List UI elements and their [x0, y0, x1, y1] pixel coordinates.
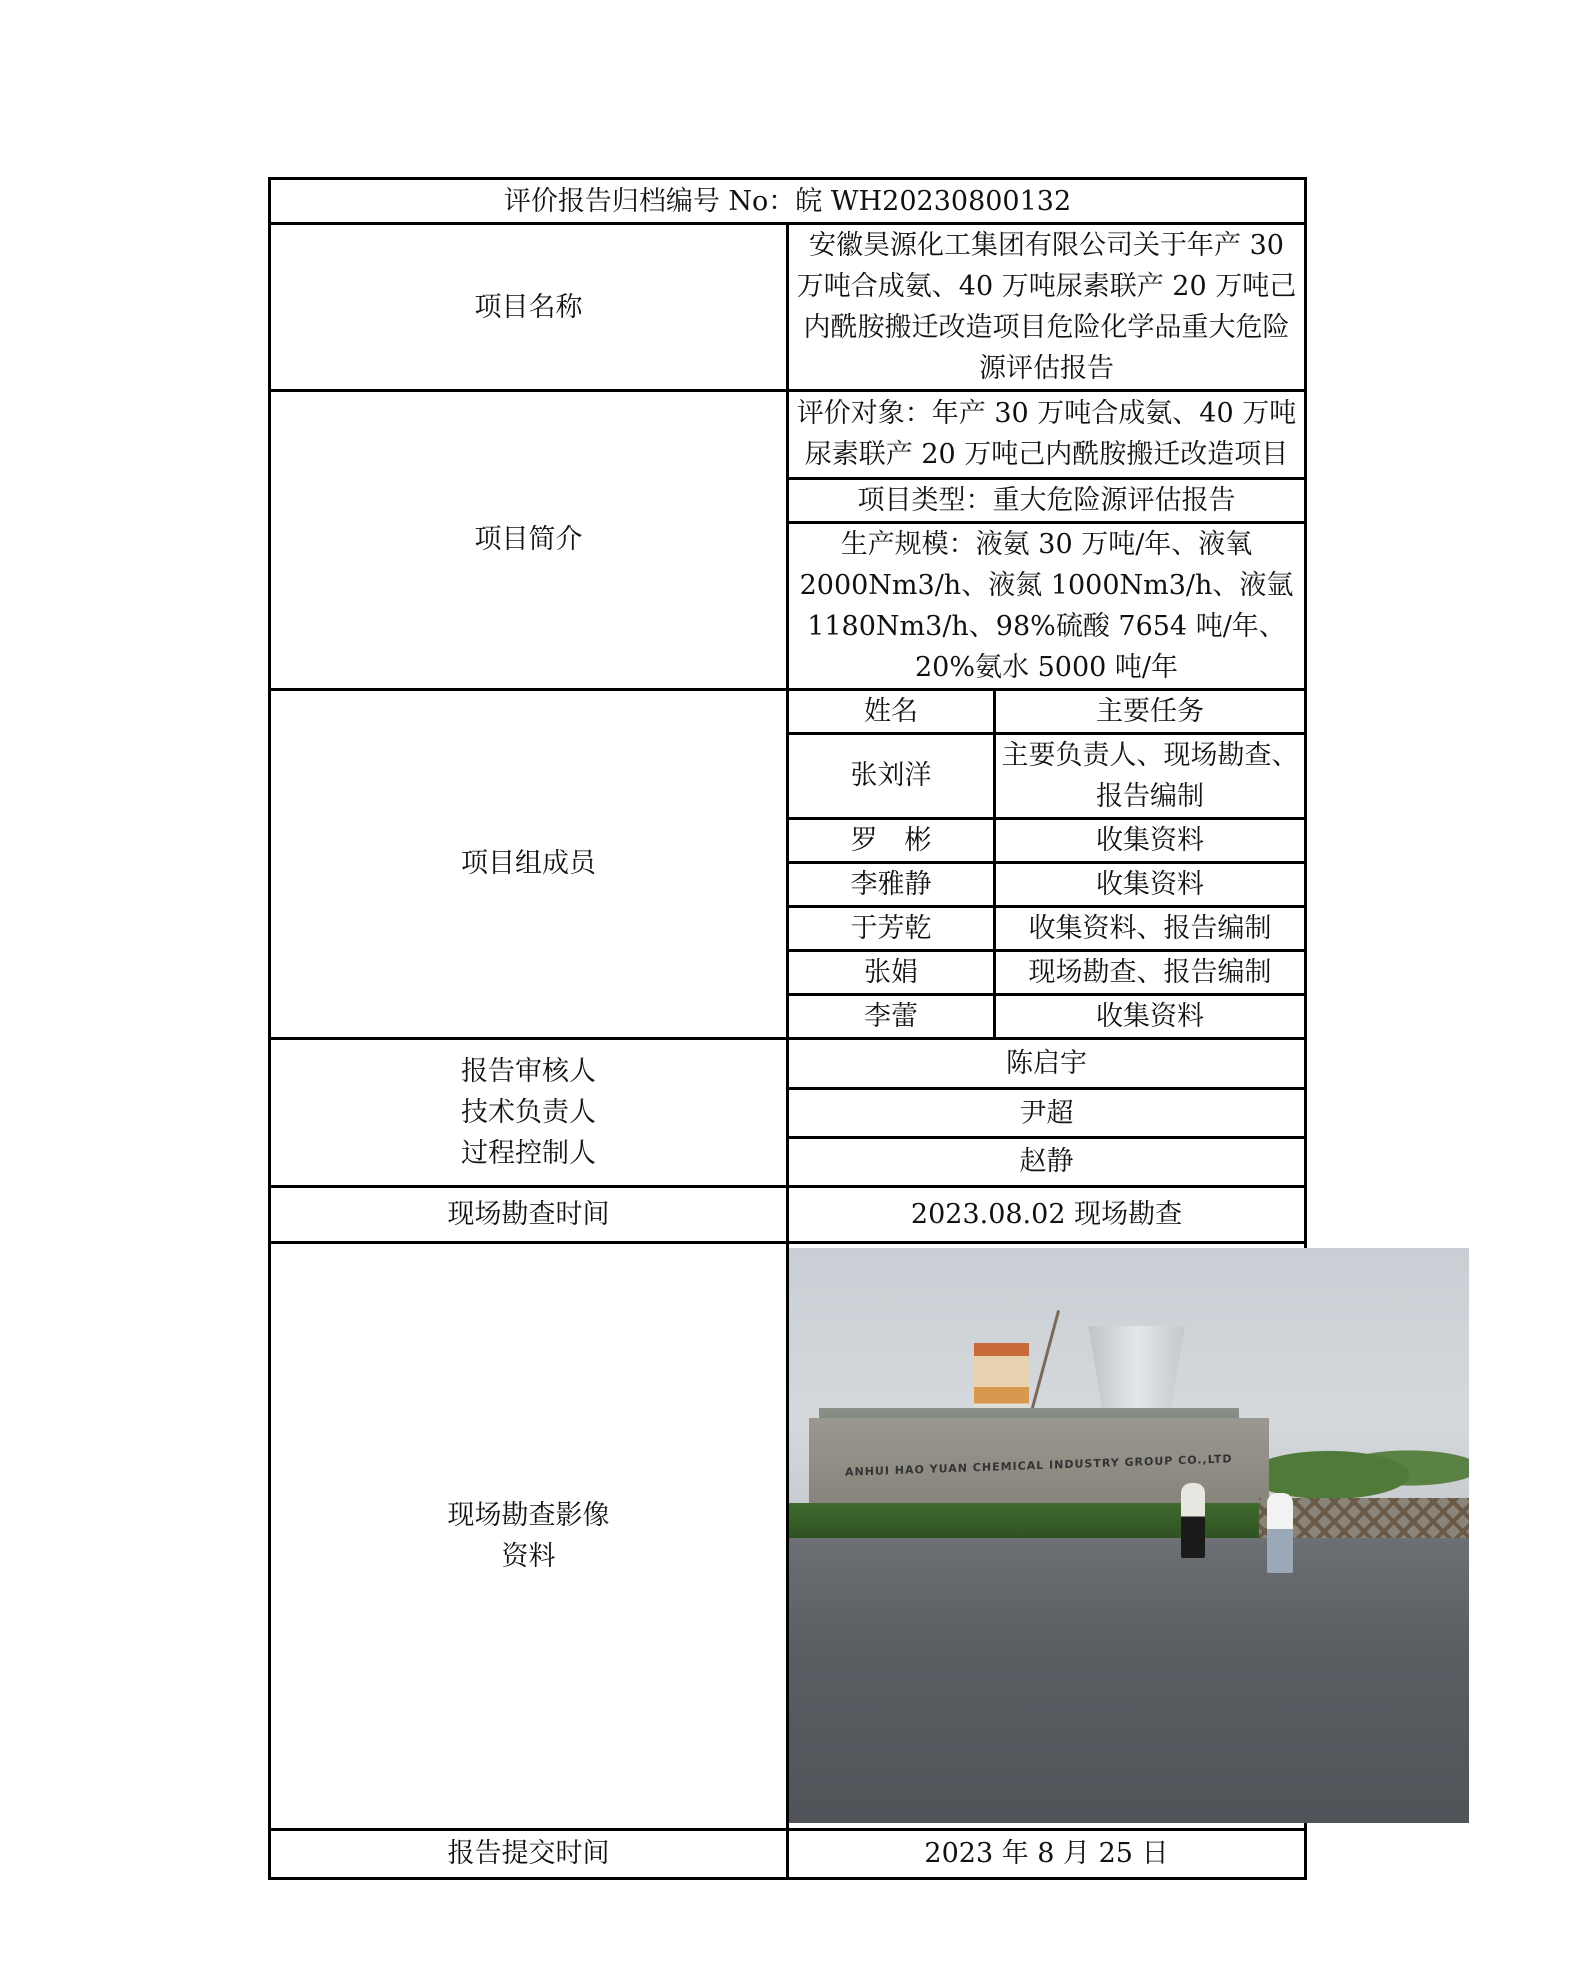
site-survey-photo [789, 1248, 1469, 1823]
company-sign-text: ANHUI HAO YUAN CHEMICAL INDUSTRY GROUP CO.,LTD [845, 1452, 1233, 1479]
reviewers-inner [789, 1040, 1304, 1185]
submit-time-label: 报告提交时间 [270, 1829, 788, 1878]
member-task: 收集资料 [995, 862, 1305, 906]
member-name: 张娟 [789, 950, 995, 994]
table-row [789, 950, 1304, 994]
report-info-table [268, 177, 1307, 1880]
project-intro-inner [789, 392, 1304, 688]
member-task: 现场勘查、报告编制 [995, 950, 1305, 994]
member-task: 收集资料、报告编制 [995, 906, 1305, 950]
project-intro-label: 项目简介 [270, 391, 788, 690]
production-scale: 生产规模：液氨 30 万吨/年、液氧 2000Nm3/h、液氮 1000Nm3/h、液氩 1180Nm3/h、98%硫酸 7654 吨/年、20%氨水 5000 吨/年 [799, 528, 1294, 683]
evaluation-report-sheet [268, 177, 1307, 1880]
member-name: 李蕾 [789, 994, 995, 1037]
members-header-name: 姓名 [789, 691, 995, 734]
technical-lead-label: 技术负责人 [461, 1096, 596, 1128]
table-row [789, 906, 1304, 950]
table-row [789, 994, 1304, 1037]
survey-time-label: 现场勘查时间 [270, 1186, 788, 1242]
reviewers-label [270, 1038, 788, 1186]
member-name: 李雅静 [789, 862, 995, 906]
table-row [789, 818, 1304, 862]
submit-time-value: 2023 年 8 月 25 日 [788, 1829, 1306, 1878]
members-header-task: 主要任务 [995, 691, 1305, 734]
members-inner-table [789, 691, 1304, 1037]
technical-lead-value: 尹超 [789, 1089, 1304, 1138]
trees [1269, 1433, 1469, 1503]
project-name-value: 安徽昊源化工集团有限公司关于年产 30 万吨合成氨、40 万吨尿素联产 20 万吨己内酰胺搬迁改造项目危险化学品重大危险源评估报告 [788, 224, 1306, 391]
reviewers-cell [788, 1038, 1306, 1186]
reviewer-label: 报告审核人 [461, 1055, 596, 1087]
members-cell [788, 689, 1306, 1038]
person-left [1181, 1483, 1205, 1558]
process-controller-label: 过程控制人 [461, 1137, 596, 1169]
member-task: 收集资料 [995, 818, 1305, 862]
archive-number: 评价报告归档编号 No：皖 WH20230800132 [270, 179, 1306, 224]
evaluation-object: 评价对象：年产 30 万吨合成氨、40 万吨尿素联产 20 万吨己内酰胺搬迁改造项目 [789, 392, 1304, 478]
member-task: 主要负责人、现场勘查、报告编制 [995, 733, 1305, 818]
member-task: 收集资料 [1096, 1000, 1204, 1032]
project-type: 项目类型：重大危险源评估报告 [789, 478, 1304, 522]
table-row [789, 862, 1304, 906]
members-label: 项目组成员 [270, 689, 788, 1038]
member-name: 于芳乾 [789, 906, 995, 950]
process-controller-value: 赵静 [1019, 1146, 1074, 1178]
reviewer-value: 陈启宇 [789, 1040, 1304, 1089]
member-name: 罗 彬 [789, 818, 995, 862]
member-name: 张刘洋 [789, 733, 995, 818]
person-right [1267, 1493, 1293, 1573]
survey-photo-label [270, 1242, 788, 1829]
table-row [789, 733, 1304, 818]
road [789, 1538, 1469, 1823]
survey-photo-cell [788, 1242, 1306, 1829]
survey-photo-label-line2: 资料 [501, 1540, 556, 1572]
survey-time-value: 2023.08.02 现场勘查 [788, 1186, 1306, 1242]
project-intro-cell [788, 391, 1306, 690]
survey-photo-label-line1: 现场勘查影像 [447, 1499, 610, 1531]
project-name-label: 项目名称 [270, 224, 788, 391]
